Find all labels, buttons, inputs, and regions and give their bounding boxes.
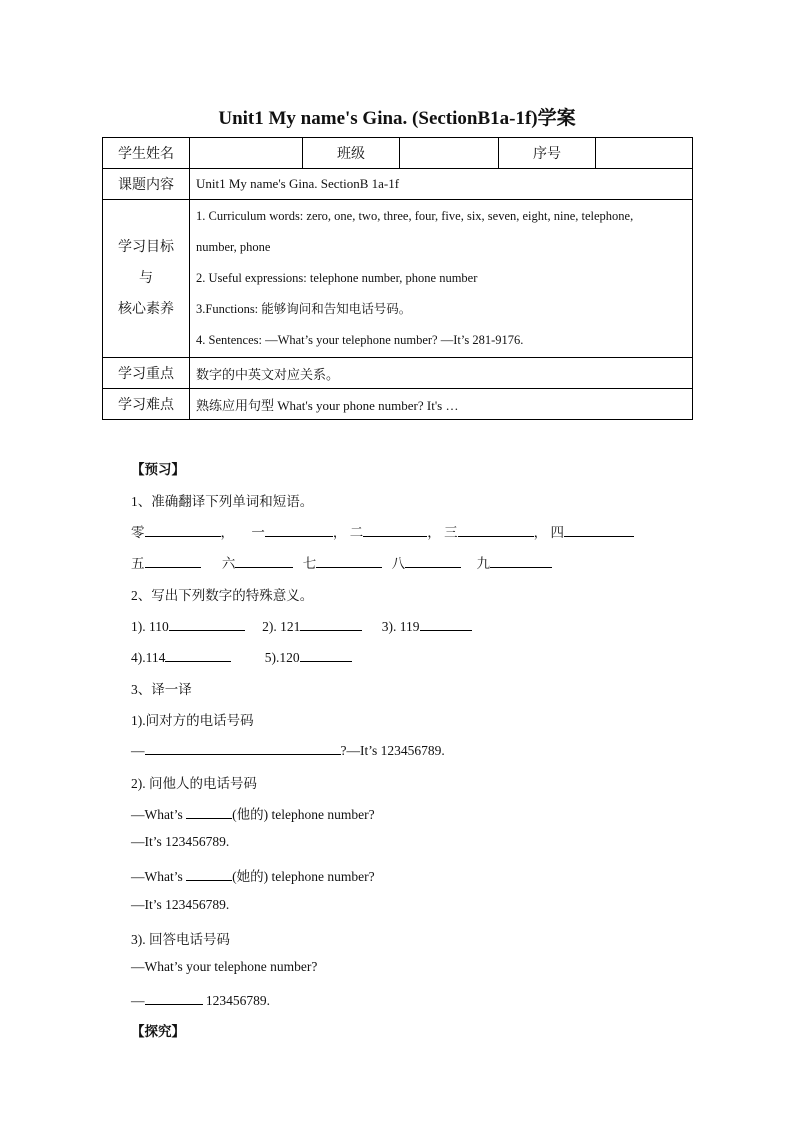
sub-question-2: 2). 问他人的电话号码 xyxy=(131,776,257,791)
goals-content xyxy=(190,200,693,358)
word-label: 零 xyxy=(131,525,145,540)
goal-line: number, phone xyxy=(196,240,271,254)
seat-cell xyxy=(596,138,693,169)
word-label: 二 xyxy=(349,525,364,540)
sentence-line xyxy=(131,803,375,823)
answer-blank[interactable] xyxy=(235,553,293,568)
sentence-line xyxy=(131,740,445,759)
sentence-text: —What’s xyxy=(131,807,187,822)
table-row-student xyxy=(103,138,693,169)
answer-blank[interactable] xyxy=(405,553,461,568)
sub-question-1: 1).问对方的电话号码 xyxy=(131,713,254,728)
word-label: 四 xyxy=(550,525,564,540)
answer-blank[interactable] xyxy=(186,866,232,881)
sentence-line: —It’s 123456789. xyxy=(131,897,230,912)
answer-blank[interactable] xyxy=(265,522,333,537)
answer-blank[interactable] xyxy=(458,522,534,537)
goals-label-line: 与 xyxy=(139,271,153,286)
number-label: 4).114 xyxy=(131,650,166,665)
number-label: 3). 119 xyxy=(381,619,420,634)
answer-blank[interactable] xyxy=(300,647,352,662)
seat-label: 序号 xyxy=(499,138,596,169)
goal-line: 4. Sentences: —What’s your telephone number? —It’s 281-9176. xyxy=(196,333,524,347)
answer-blank[interactable] xyxy=(145,553,201,568)
words-row-1: 零 ， 一 ， 二 ， 三 ， 四 xyxy=(131,521,634,541)
table-row-key xyxy=(103,358,693,389)
word-label: 一 xyxy=(251,525,265,540)
goal-line: 3.Functions: 能够询问和告知电话号码。 xyxy=(196,302,412,316)
sentence-text: (他的) telephone number? xyxy=(232,807,375,822)
answer-blank[interactable] xyxy=(420,616,472,631)
topic-value: Unit1 My name's Gina. SectionB 1a-1f xyxy=(190,169,693,200)
class-cell xyxy=(400,138,499,169)
numbers-row-1 xyxy=(131,616,472,635)
preview-heading: 【预习】 xyxy=(131,462,185,477)
difficulty-value: 熟练应用句型 What's your phone number? It's … xyxy=(190,389,693,420)
question-1: 1、准确翻译下列单词和短语。 xyxy=(131,494,314,509)
question-2: 2、写出下列数字的特殊意义。 xyxy=(131,588,314,603)
sentence-text: 123456789. xyxy=(202,993,270,1008)
key-value: 数字的中英文对应关系。 xyxy=(190,358,693,389)
goal-line: 1. Curriculum words: zero, one, two, three, four, five, six, seven, eight, nine, telephone, xyxy=(196,209,634,223)
answer-blank[interactable] xyxy=(169,616,245,631)
goals-label xyxy=(103,200,190,358)
sentence-line: —It’s 123456789. xyxy=(131,834,230,849)
answer-blank[interactable] xyxy=(145,740,341,755)
sentence-line: —What’s your telephone number? xyxy=(131,959,318,974)
answer-blank[interactable] xyxy=(316,553,382,568)
number-label: 1). 110 xyxy=(131,619,169,634)
answer-blank[interactable] xyxy=(300,616,362,631)
answer-blank[interactable] xyxy=(490,553,552,568)
student-name-label: 学生姓名 xyxy=(103,138,190,169)
answer-blank[interactable] xyxy=(165,647,231,662)
numbers-row-2 xyxy=(131,647,352,666)
answer-blank[interactable] xyxy=(564,522,634,537)
goal-line: 2. Useful expressions: telephone number, phone number xyxy=(196,271,478,285)
key-label: 学习重点 xyxy=(103,358,190,389)
sentence-text: ?—It’s 123456789. xyxy=(340,743,445,758)
table-row-goals xyxy=(103,200,693,358)
word-label: 六 xyxy=(221,556,236,571)
answer-blank[interactable] xyxy=(145,990,203,1005)
goals-label-line: 学习目标 xyxy=(118,240,174,255)
number-label: 2). 121 xyxy=(262,619,301,634)
sentence-line xyxy=(131,990,270,1009)
number-label: 5).120 xyxy=(264,650,300,665)
word-label: 七 xyxy=(302,556,317,571)
answer-blank[interactable] xyxy=(186,804,232,819)
sentence-text: —What’s xyxy=(131,869,187,884)
dash: — xyxy=(131,743,145,758)
sub-question-3: 3). 回答电话号码 xyxy=(131,932,230,947)
page-title: Unit1 My name's Gina. (SectionB1a-1f)学案 xyxy=(218,108,576,129)
sentence-line xyxy=(131,865,375,885)
word-label: 九 xyxy=(476,556,490,571)
word-label: 五 xyxy=(131,556,145,571)
answer-blank[interactable] xyxy=(145,522,221,537)
student-name-cell xyxy=(190,138,303,169)
difficulty-label: 学习难点 xyxy=(103,389,190,420)
goals-label-line: 核心素养 xyxy=(118,302,174,317)
table-row-difficulty xyxy=(103,389,693,420)
explore-heading: 【探究】 xyxy=(131,1024,185,1039)
answer-blank[interactable] xyxy=(363,522,427,537)
sentence-text: (她的) telephone number? xyxy=(232,869,375,884)
word-label: 三 xyxy=(444,525,458,540)
words-row-2 xyxy=(131,552,552,572)
table-row-topic xyxy=(103,169,693,200)
dash: — xyxy=(131,993,145,1008)
word-label: 八 xyxy=(391,556,406,571)
info-table xyxy=(102,137,693,420)
class-label: 班级 xyxy=(303,138,400,169)
question-3: 3、译一译 xyxy=(131,682,192,697)
topic-label: 课题内容 xyxy=(103,169,190,200)
